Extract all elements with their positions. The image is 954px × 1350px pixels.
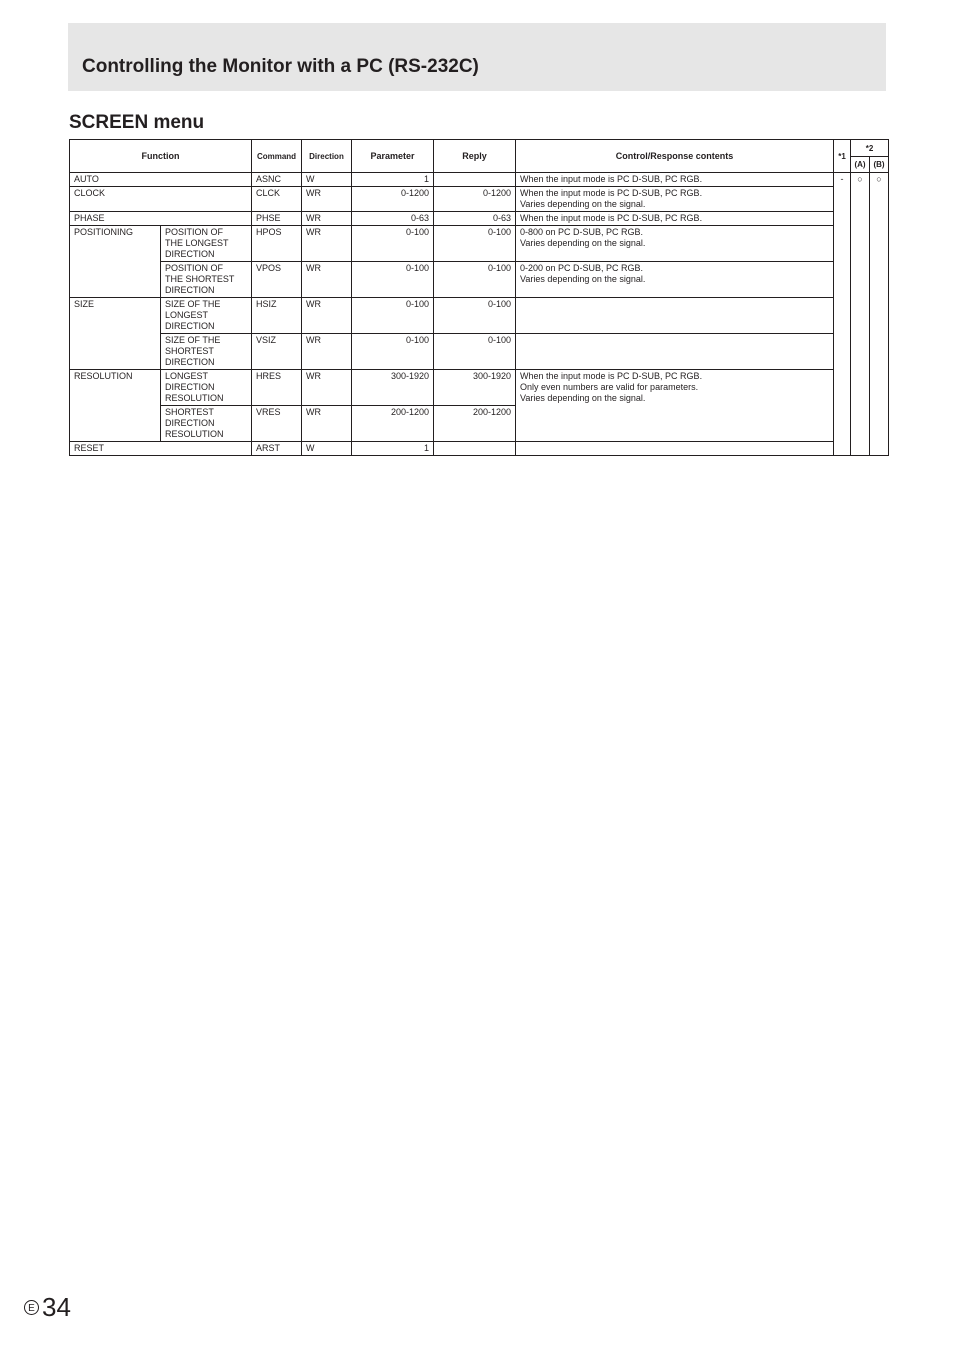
subfunction-line: DIRECTION — [165, 321, 215, 331]
direction-cell: WR — [302, 370, 352, 406]
section-title: SCREEN menu — [69, 112, 205, 133]
reply-cell — [434, 173, 516, 187]
command-cell: ASNC — [252, 173, 302, 187]
table-row — [70, 212, 889, 226]
function-cell: POSITIONING — [70, 226, 161, 298]
header-note1: *1 — [834, 140, 851, 173]
command-cell: HSIZ — [252, 298, 302, 334]
direction-cell: W — [302, 442, 352, 456]
parameter-cell: 1 — [352, 442, 434, 456]
direction-cell: WR — [302, 262, 352, 298]
reply-cell: 0-100 — [434, 298, 516, 334]
subfunction-line: THE LONGEST — [165, 238, 229, 248]
reply-cell — [434, 442, 516, 456]
subfunction-line: RESOLUTION — [165, 393, 224, 403]
table-row — [70, 187, 889, 212]
parameter-cell: 300-1920 — [352, 370, 434, 406]
contents-line: When the input mode is PC D-SUB, PC RGB. — [520, 174, 703, 184]
direction-cell: WR — [302, 226, 352, 262]
contents-line: Varies depending on the signal. — [520, 274, 646, 284]
note1-mark: - — [834, 173, 851, 456]
contents-line: Varies depending on the signal. — [520, 393, 646, 403]
page-title: Controlling the Monitor with a PC (RS-232C) — [82, 56, 479, 77]
header-note2-b: (B) — [870, 157, 889, 173]
subfunction-line: SHORTEST — [165, 346, 214, 356]
subfunction-cell — [161, 298, 252, 334]
direction-cell: WR — [302, 212, 352, 226]
contents-cell — [516, 334, 834, 370]
subfunction-line: SIZE OF THE — [165, 335, 221, 345]
function-cell: PHASE — [70, 212, 252, 226]
header-contents: Control/Response contents — [516, 140, 834, 173]
contents-cell — [516, 212, 834, 226]
subfunction-line: DIRECTION — [165, 382, 215, 392]
function-cell: AUTO — [70, 173, 252, 187]
reply-cell: 300-1920 — [434, 370, 516, 406]
command-cell: VRES — [252, 406, 302, 442]
parameter-cell: 0-63 — [352, 212, 434, 226]
direction-cell: WR — [302, 298, 352, 334]
reply-cell: 0-100 — [434, 226, 516, 262]
page-number-digits: 34 — [42, 1292, 71, 1322]
contents-cell — [516, 262, 834, 298]
command-cell: VSIZ — [252, 334, 302, 370]
subfunction-cell — [161, 406, 252, 442]
parameter-cell: 0-100 — [352, 262, 434, 298]
subfunction-line: LONGEST — [165, 310, 209, 320]
contents-cell — [516, 173, 834, 187]
direction-cell: WR — [302, 187, 352, 212]
header-parameter: Parameter — [352, 140, 434, 173]
subfunction-line: DIRECTION — [165, 249, 215, 259]
table-row — [70, 298, 889, 334]
header-reply: Reply — [434, 140, 516, 173]
subfunction-cell — [161, 226, 252, 262]
contents-cell — [516, 226, 834, 262]
direction-cell: W — [302, 173, 352, 187]
header-direction: Direction — [302, 140, 352, 173]
subfunction-line: RESOLUTION — [165, 429, 224, 439]
contents-cell — [516, 442, 834, 456]
direction-cell: WR — [302, 334, 352, 370]
table-row — [70, 334, 889, 370]
subfunction-cell — [161, 334, 252, 370]
function-cell: RESOLUTION — [70, 370, 161, 442]
header-command: Command — [252, 140, 302, 173]
reply-cell: 200-1200 — [434, 406, 516, 442]
subfunction-line: DIRECTION — [165, 357, 215, 367]
command-cell: ARST — [252, 442, 302, 456]
subfunction-line: SIZE OF THE — [165, 299, 221, 309]
page-number — [24, 1293, 71, 1321]
contents-cell — [516, 370, 834, 442]
subfunction-line: DIRECTION — [165, 285, 215, 295]
parameter-cell: 0-1200 — [352, 187, 434, 212]
reply-cell: 0-100 — [434, 262, 516, 298]
note2b-mark: ○ — [870, 173, 889, 456]
contents-line: When the input mode is PC D-SUB, PC RGB. — [520, 371, 703, 381]
reply-cell: 0-100 — [434, 334, 516, 370]
header-note2-a: (A) — [851, 157, 870, 173]
header-function: Function — [70, 140, 252, 173]
header-note2: *2 — [851, 140, 889, 157]
command-cell: HRES — [252, 370, 302, 406]
reply-cell: 0-1200 — [434, 187, 516, 212]
contents-line: Varies depending on the signal. — [520, 199, 646, 209]
reply-cell: 0-63 — [434, 212, 516, 226]
parameter-cell: 0-100 — [352, 334, 434, 370]
contents-cell — [516, 187, 834, 212]
contents-line: 0-200 on PC D-SUB, PC RGB. — [520, 263, 644, 273]
subfunction-line: SHORTEST — [165, 407, 214, 417]
subfunction-line: DIRECTION — [165, 418, 215, 428]
direction-cell: WR — [302, 406, 352, 442]
contents-line: Varies depending on the signal. — [520, 238, 646, 248]
parameter-cell: 1 — [352, 173, 434, 187]
contents-line: 0-800 on PC D-SUB, PC RGB. — [520, 227, 644, 237]
subfunction-line: POSITION OF — [165, 227, 224, 237]
function-cell: RESET — [70, 442, 252, 456]
command-cell: PHSE — [252, 212, 302, 226]
command-cell: CLCK — [252, 187, 302, 212]
table-row — [70, 226, 889, 262]
subfunction-cell — [161, 370, 252, 406]
table-row — [70, 370, 889, 406]
contents-cell — [516, 298, 834, 334]
function-cell: SIZE — [70, 298, 161, 370]
contents-line: Only even numbers are valid for parameters. — [520, 382, 699, 392]
parameter-cell: 200-1200 — [352, 406, 434, 442]
table-row — [70, 262, 889, 298]
command-cell: VPOS — [252, 262, 302, 298]
parameter-cell: 0-100 — [352, 226, 434, 262]
note2a-mark: ○ — [851, 173, 870, 456]
subfunction-line: LONGEST — [165, 371, 209, 381]
subfunction-line: THE SHORTEST — [165, 274, 235, 284]
command-cell: HPOS — [252, 226, 302, 262]
table-row — [70, 173, 889, 187]
parameter-cell: 0-100 — [352, 298, 434, 334]
contents-line: When the input mode is PC D-SUB, PC RGB. — [520, 188, 703, 198]
function-cell: CLOCK — [70, 187, 252, 212]
contents-line: When the input mode is PC D-SUB, PC RGB. — [520, 213, 703, 223]
command-table — [69, 139, 889, 456]
language-mark-icon: E — [24, 1300, 39, 1315]
subfunction-cell — [161, 262, 252, 298]
subfunction-line: POSITION OF — [165, 263, 224, 273]
table-row — [70, 442, 889, 456]
